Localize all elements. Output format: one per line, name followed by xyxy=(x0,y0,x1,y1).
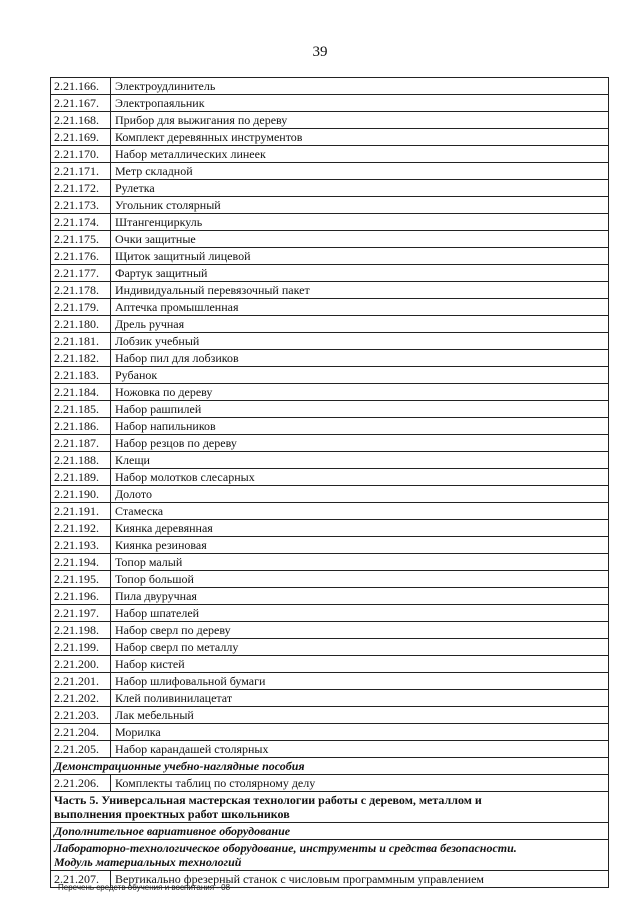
part5-heading-row xyxy=(51,792,609,823)
item-name: Очки защитные xyxy=(111,231,609,248)
section-demo-label: Демонстрационные учебно-наглядные пособия xyxy=(51,758,609,775)
table-row xyxy=(51,707,609,724)
item-name: Набор сверл по дереву xyxy=(111,622,609,639)
item-number: 2.21.191. xyxy=(51,503,111,520)
item-number: 2.21.201. xyxy=(51,673,111,690)
table-row xyxy=(51,520,609,537)
item-name: Ножовка по дереву xyxy=(111,384,609,401)
item-number: 2.21.185. xyxy=(51,401,111,418)
item-name: Метр складной xyxy=(111,163,609,180)
table-row xyxy=(51,401,609,418)
item-number: 2.21.166. xyxy=(51,78,111,95)
item-number: 2.21.189. xyxy=(51,469,111,486)
table-row xyxy=(51,299,609,316)
item-name: Клей поливинилацетат xyxy=(111,690,609,707)
table-row xyxy=(51,588,609,605)
item-number: 2.21.204. xyxy=(51,724,111,741)
item-name: Топор большой xyxy=(111,571,609,588)
item-name: Набор напильников xyxy=(111,418,609,435)
table-row xyxy=(51,163,609,180)
table-row xyxy=(51,605,609,622)
table-row xyxy=(51,333,609,350)
item-name: Дрель ручная xyxy=(111,316,609,333)
item-number: 2.21.174. xyxy=(51,214,111,231)
table-row xyxy=(51,690,609,707)
item-name: Рулетка xyxy=(111,180,609,197)
table-row xyxy=(51,775,609,792)
item-number: 2.21.200. xyxy=(51,656,111,673)
table-row xyxy=(51,265,609,282)
item-number: 2.21.194. xyxy=(51,554,111,571)
table-row xyxy=(51,146,609,163)
item-number: 2.21.202. xyxy=(51,690,111,707)
item-number: 2.21.188. xyxy=(51,452,111,469)
item-name: Комплект деревянных инструментов xyxy=(111,129,609,146)
item-name: Набор молотков слесарных xyxy=(111,469,609,486)
item-number: 2.21.193. xyxy=(51,537,111,554)
item-number: 2.21.177. xyxy=(51,265,111,282)
item-number: 2.21.180. xyxy=(51,316,111,333)
table-row xyxy=(51,469,609,486)
table-row xyxy=(51,622,609,639)
item-number: 2.21.169. xyxy=(51,129,111,146)
table-row xyxy=(51,231,609,248)
section-row-extra xyxy=(51,823,609,840)
table-row xyxy=(51,639,609,656)
section-lab-line2: Модуль материальных технологий xyxy=(54,855,242,869)
section-row-demo xyxy=(51,758,609,775)
table-row xyxy=(51,112,609,129)
item-number: 2.21.203. xyxy=(51,707,111,724)
item-number: 2.21.205. xyxy=(51,741,111,758)
item-number: 2.21.173. xyxy=(51,197,111,214)
item-name: Угольник столярный xyxy=(111,197,609,214)
table-row xyxy=(51,673,609,690)
item-number: 2.21.186. xyxy=(51,418,111,435)
item-number: 2.21.179. xyxy=(51,299,111,316)
item-name: Набор резцов по дереву xyxy=(111,435,609,452)
item-name: Набор кистей xyxy=(111,656,609,673)
section-extra-label: Дополнительное вариативное оборудование xyxy=(51,823,609,840)
table-row xyxy=(51,248,609,265)
item-number: 2.21.192. xyxy=(51,520,111,537)
section-row-lab xyxy=(51,840,609,871)
section-lab-label xyxy=(51,840,609,871)
item-name: Набор металлических линеек xyxy=(111,146,609,163)
table-row xyxy=(51,656,609,673)
item-number: 2.21.172. xyxy=(51,180,111,197)
item-name: Топор малый xyxy=(111,554,609,571)
item-number: 2.21.171. xyxy=(51,163,111,180)
item-number: 2.21.195. xyxy=(51,571,111,588)
item-name: Пила двуручная xyxy=(111,588,609,605)
item-name: Вертикально фрезерный станок с числовым программным управлением xyxy=(111,871,609,888)
item-number: 2.21.187. xyxy=(51,435,111,452)
part5-heading-line1: Часть 5. Универсальная мастерская технологии работы с деревом, металлом и xyxy=(54,793,482,807)
item-number: 2.21.176. xyxy=(51,248,111,265)
item-name: Киянка резиновая xyxy=(111,537,609,554)
item-name: Рубанок xyxy=(111,367,609,384)
item-name: Электропаяльник xyxy=(111,95,609,112)
item-number: 2.21.168. xyxy=(51,112,111,129)
item-name: Штангенциркуль xyxy=(111,214,609,231)
item-number: 2.21.178. xyxy=(51,282,111,299)
part5-heading xyxy=(51,792,609,823)
item-number: 2.21.184. xyxy=(51,384,111,401)
item-name: Электроудлинитель xyxy=(111,78,609,95)
item-name: Набор рашпилей xyxy=(111,401,609,418)
table-row xyxy=(51,384,609,401)
item-name: Набор шлифовальной бумаги xyxy=(111,673,609,690)
item-name: Лобзик учебный xyxy=(111,333,609,350)
equipment-table xyxy=(50,77,609,888)
item-number: 2.21.196. xyxy=(51,588,111,605)
table-row xyxy=(51,452,609,469)
table-row xyxy=(51,571,609,588)
item-name: Набор пил для лобзиков xyxy=(111,350,609,367)
table-row xyxy=(51,350,609,367)
item-name: Набор карандашей столярных xyxy=(111,741,609,758)
table-row xyxy=(51,214,609,231)
table-row xyxy=(51,282,609,299)
item-number: 2.21.199. xyxy=(51,639,111,656)
item-name: Аптечка промышленная xyxy=(111,299,609,316)
table-row xyxy=(51,503,609,520)
table-row xyxy=(51,741,609,758)
item-name: Индивидуальный перевязочный пакет xyxy=(111,282,609,299)
table-row xyxy=(51,316,609,333)
item-number: 2.21.181. xyxy=(51,333,111,350)
table-row xyxy=(51,197,609,214)
item-name: Щиток защитный лицевой xyxy=(111,248,609,265)
item-name: Долото xyxy=(111,486,609,503)
item-name: Комплекты таблиц по столярному делу xyxy=(111,775,609,792)
item-name: Клещи xyxy=(111,452,609,469)
item-number: 2.21.182. xyxy=(51,350,111,367)
item-name: Набор сверл по металлу xyxy=(111,639,609,656)
table-row xyxy=(51,435,609,452)
section-lab-line1: Лабораторно-технологическое оборудование, инструменты и средства безопасности. xyxy=(54,841,517,855)
table-row xyxy=(51,418,609,435)
item-number: 2.21.206. xyxy=(51,775,111,792)
table-row xyxy=(51,78,609,95)
item-name: Морилка xyxy=(111,724,609,741)
table-row xyxy=(51,554,609,571)
table-row xyxy=(51,367,609,384)
item-number: 2.21.175. xyxy=(51,231,111,248)
item-name: Прибор для выжигания по дереву xyxy=(111,112,609,129)
table-row xyxy=(51,537,609,554)
item-number: 2.21.170. xyxy=(51,146,111,163)
part5-heading-line2: выполнения проектных работ школьников xyxy=(54,807,290,821)
table-row xyxy=(51,180,609,197)
item-name: Лак мебельный xyxy=(111,707,609,724)
table-row xyxy=(51,129,609,146)
item-name: Киянка деревянная xyxy=(111,520,609,537)
table-row xyxy=(51,724,609,741)
document-footer: Перечень средств обучения и воспитания - 08 xyxy=(58,883,231,892)
item-number: 2.21.198. xyxy=(51,622,111,639)
item-number: 2.21.167. xyxy=(51,95,111,112)
equipment-rows xyxy=(51,78,609,758)
item-number: 2.21.183. xyxy=(51,367,111,384)
item-number: 2.21.207. xyxy=(51,871,111,888)
page-number: 39 xyxy=(312,44,328,60)
item-number: 2.21.190. xyxy=(51,486,111,503)
item-number: 2.21.197. xyxy=(51,605,111,622)
item-name: Набор шпателей xyxy=(111,605,609,622)
item-name: Фартук защитный xyxy=(111,265,609,282)
table-row xyxy=(51,95,609,112)
item-name: Стамеска xyxy=(111,503,609,520)
table-row xyxy=(51,486,609,503)
